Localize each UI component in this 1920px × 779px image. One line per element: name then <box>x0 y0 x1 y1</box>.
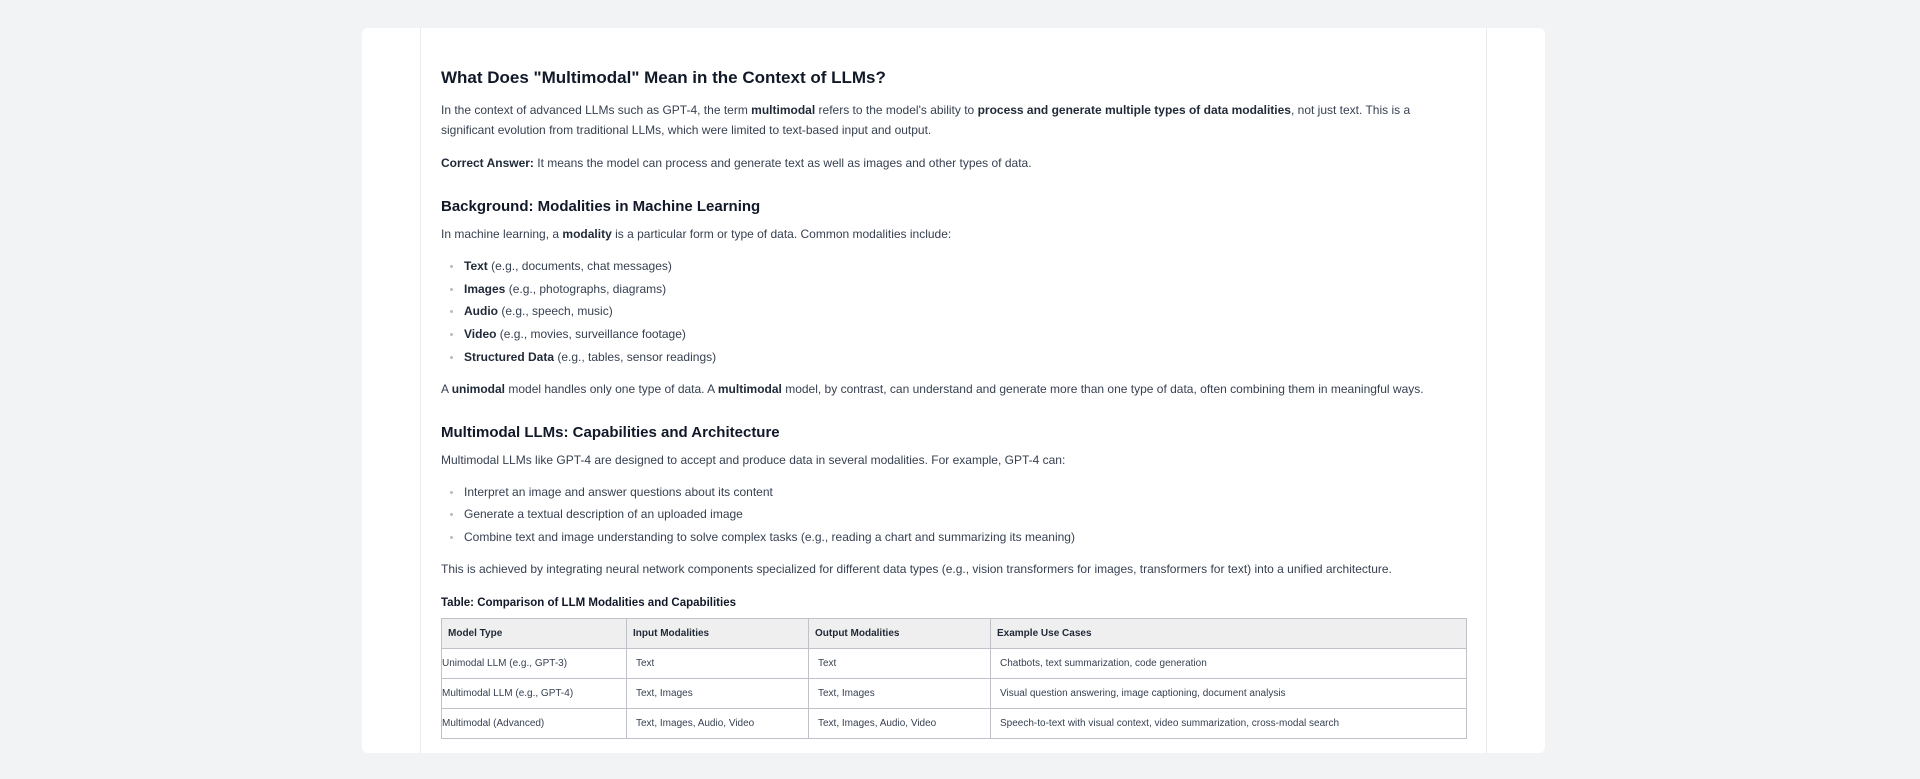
table-cell: Multimodal LLM (e.g., GPT-4) <box>442 679 627 709</box>
table-row <box>442 679 1467 709</box>
table-cell: Text, Images, Audio, Video <box>809 709 991 739</box>
list-item: Images (e.g., photographs, diagrams) <box>441 279 1466 299</box>
table-header-row <box>442 619 1467 649</box>
architecture-paragraph: This is achieved by integrating neural network components specialized for different data types (e.g., vision transformers for images, transformers for text) into a unified architecture. <box>441 562 1392 577</box>
capabilities-heading: Multimodal LLMs: Capabilities and Architecture <box>441 423 780 441</box>
header-output-modalities: Output Modalities <box>809 619 991 649</box>
table-cell: Text <box>627 649 809 679</box>
table-cell: Speech-to-text with visual context, video summarization, cross-modal search <box>991 709 1467 739</box>
table-cell: Chatbots, text summarization, code generation <box>991 649 1467 679</box>
header-model-type: Model Type <box>442 619 627 649</box>
list-item: Video (e.g., movies, surveillance footage) <box>441 324 1466 344</box>
header-input-modalities: Input Modalities <box>627 619 809 649</box>
capabilities-list <box>441 482 1466 547</box>
document-content <box>441 66 1466 739</box>
table-row <box>442 649 1467 679</box>
list-item: Structured Data (e.g., tables, sensor readings) <box>441 347 1466 367</box>
background-paragraph: In machine learning, a modality is a particular form or type of data. Common modalities include: <box>441 227 952 241</box>
correct-answer: Correct Answer: It means the model can process and generate text as well as images and other types of data. <box>441 156 1032 170</box>
table-row <box>442 709 1467 739</box>
modality-list <box>441 256 1466 367</box>
table-caption: Table: Comparison of LLM Modalities and Capabilities <box>441 597 736 610</box>
table-cell: Text, Images <box>809 679 991 709</box>
list-item: Audio (e.g., speech, music) <box>441 301 1466 321</box>
table-cell: Unimodal LLM (e.g., GPT-3) <box>442 649 627 679</box>
list-item: Text (e.g., documents, chat messages) <box>441 256 1466 276</box>
comparison-table <box>441 618 1467 739</box>
header-example-use-cases: Example Use Cases <box>991 619 1467 649</box>
unimodal-vs-multimodal-paragraph: A unimodal model handles only one type of data. A multimodal model, by contrast, can understand and generate more than one type of data, often combining them in meaningful ways. <box>441 381 1424 396</box>
list-item: Interpret an image and answer questions about its content <box>441 482 1466 502</box>
table-cell: Visual question answering, image captioning, document analysis <box>991 679 1467 709</box>
left-divider <box>420 28 421 753</box>
page-title: What Does "Multimodal" Mean in the Context of LLMs? <box>441 68 886 87</box>
list-item: Generate a textual description of an uploaded image <box>441 504 1466 524</box>
table-cell: Text, Images, Audio, Video <box>627 709 809 739</box>
capabilities-intro: Multimodal LLMs like GPT-4 are designed to accept and produce data in several modalities. For example, GPT-4 can: <box>441 452 1066 467</box>
right-divider <box>1486 28 1487 753</box>
table-cell: Multimodal (Advanced) <box>442 709 627 739</box>
background-heading: Background: Modalities in Machine Learning <box>441 198 761 215</box>
list-item: Combine text and image understanding to solve complex tasks (e.g., reading a chart and summarizing its meaning) <box>441 527 1466 547</box>
intro-paragraph: In the context of advanced LLMs such as GPT-4, the term multimodal refers to the model's ability to process and generate multiple types of data modalities, not just text. This is a significant evolution from traditional LLMs, which were limited to text-based input and output. <box>441 103 1411 137</box>
table-cell: Text, Images <box>627 679 809 709</box>
table-cell: Text <box>809 649 991 679</box>
